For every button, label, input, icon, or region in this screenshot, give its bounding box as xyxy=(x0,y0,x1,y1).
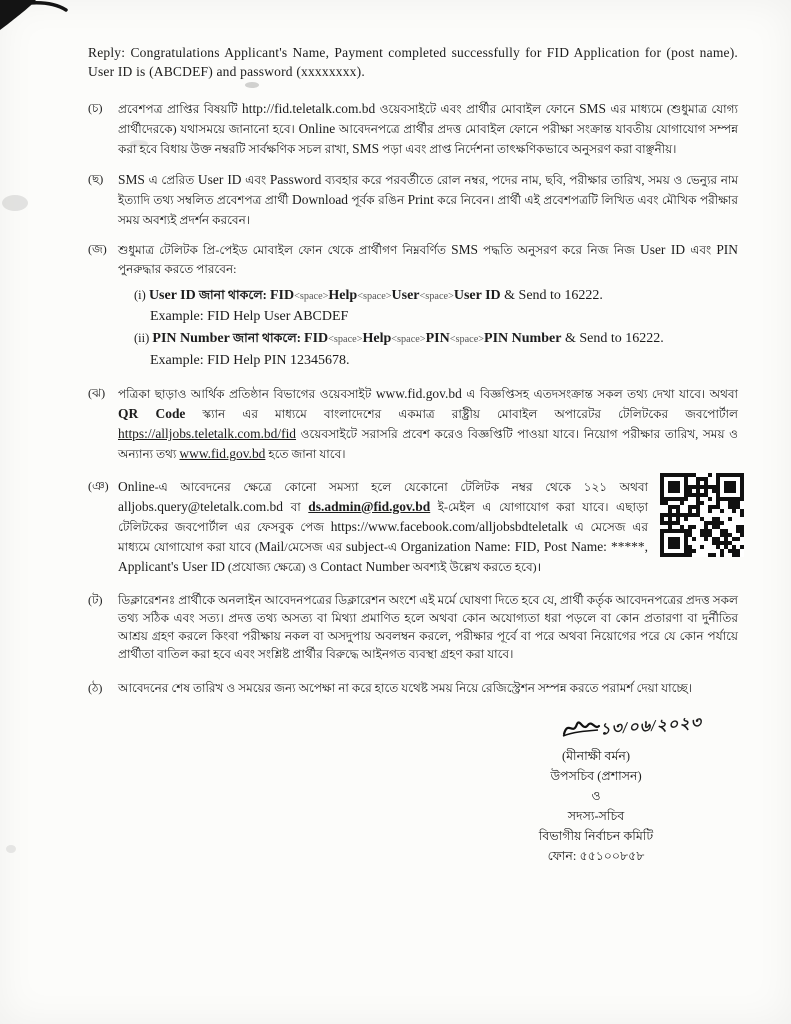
signatory-name: (মীনাক্ষী বর্মন) xyxy=(561,749,631,764)
item-text: পত্রিকা ছাড়াও আর্থিক প্রতিষ্ঠান বিভাগের ওয়েবসাইট www.fid.gov.bd এ বিজ্ঞপ্তিসহ এতদসংক্রান্ত সকল তথ্য দেখা যাবে। অথবা QR Code স্ক্যান এর মাধ্যমে বাংলাদেশের একমাত্র রাষ্ট্রীয় মোবাইল অপারেটর টেলিটকের জবপোর্টাল https://alljobs.teletalk.com.bd/fid ওয়েবসাইটে সরাসরি প্রবেশ করেও বিজ্ঞপ্তিটি পাওয়া যাবে। নিয়োগ পরীক্ষার তারিখ, সময় ও অন্যান্য তথ্য www.fid.gov.bd হতে জানা যাবে। xyxy=(118,385,738,462)
sms-example-pin: Example: FID Help PIN 12345678. xyxy=(150,352,350,368)
item-nya-helpline-contact xyxy=(88,477,738,578)
signatory-title-3: বিভাগীয় নির্বাচন কমিটি xyxy=(538,829,654,844)
scan-smudge xyxy=(6,845,16,853)
sms-format-pin: (ii) PIN Number জানা থাকলে: FID<space>Help<space>PIN<space>PIN Number & Send to 16222. xyxy=(134,331,664,347)
item-label: (ট) xyxy=(88,593,103,608)
signature-scribble-icon xyxy=(561,716,601,740)
sms-instructions-block xyxy=(134,286,738,371)
item-tha-register-early xyxy=(88,679,738,700)
sms-format-userid: (i) User ID জানা থাকলে: FID<space>Help<space>User<space>User ID & Send to 16222. xyxy=(134,287,603,303)
signatory-phone: ফোন: ৫৫১০০৮৫৮ xyxy=(547,849,645,864)
item-label: (চ) xyxy=(88,100,103,115)
item-cha-admit-card-notice xyxy=(88,99,738,159)
signature-block xyxy=(476,714,716,866)
item-ja-sms-recovery xyxy=(88,240,738,278)
document-content xyxy=(88,44,738,866)
item-chha-userid-password xyxy=(88,170,738,228)
reply-sms-paragraph: Reply: Congratulations Applicant's Name, Payment completed successfully for FID Application for (post name). User ID is (ABCDEF) and password (xxxxxxxx). xyxy=(88,45,738,79)
signatory-title-2: সদস্য-সচিব xyxy=(567,809,625,824)
item-text: আবেদনের শেষ তারিখ ও সময়ের জন্য অপেক্ষা না করে হাতে যথেষ্ট সময় নিয়ে রেজিস্ট্রেশন সম্পন্ন করতে পরামর্শ দেয়া যাচ্ছে। xyxy=(118,681,693,696)
item-text: শুধুমাত্র টেলিটক প্রি-পেইড মোবাইল ফোন থেকে প্রার্থীগণ নিম্নবর্ণিত SMS পদ্ধতি অনুসরণ করে নিজ নিজ User ID এবং PIN পুনরুদ্ধার করতে পারবেন: xyxy=(118,241,738,276)
handwritten-signature xyxy=(476,714,716,740)
item-text xyxy=(118,477,738,578)
item-label: (জ) xyxy=(88,241,107,256)
item-text: প্রবেশপত্র প্রাপ্তির বিষয়টি http://fid.teletalk.com.bd ওয়েবসাইটে এবং প্রার্থীর মোবাইল ফোনে SMS এর মাধ্যমে (শুধুমাত্র যোগ্য প্রার্থীদেরকে) যথাসময়ে জানানো হবে। Online আবেদনপত্রে প্রার্থীর প্রদত্ত মোবাইল ফোনে পরীক্ষা সংক্রান্ত যাবতীয় যোগাযোগ সম্পন্ন করা হবে বিধায় উক্ত নম্বরটি সার্বক্ষণিক সচল রাখা, SMS পড়া এবং প্রাপ্ত নির্দেশনা তাৎক্ষণিকভাবে অনুসরণ করা বাঞ্ছনীয়। xyxy=(118,100,738,157)
scan-corner-artifact xyxy=(0,0,72,58)
item-jha-website-info xyxy=(88,384,738,465)
item-text: SMS এ প্রেরিত User ID এবং Password ব্যবহার করে পরবর্তীতে রোল নম্বর, পদের নাম, ছবি, পরীক্ষার তারিখ, সময় ও ভেন্যুর নাম ইত্যাদি তথ্য সম্বলিত প্রবেশপত্র প্রার্থী Download পূর্বক রঙিন Print করে নিবেন। প্রার্থী এই প্রবেশপত্রটি লিখিত এবং মৌখিক পরীক্ষার সময় অবশ্যই প্রদর্শন করবেন। xyxy=(118,172,739,227)
item-label: (ঝ) xyxy=(88,385,106,400)
signature-date: ১৩/০৬/২০২৩ xyxy=(599,714,703,739)
sms-example-userid: Example: FID Help User ABCDEF xyxy=(150,309,349,325)
signatory-title-1: উপসচিব (প্রশাসন) xyxy=(550,769,642,784)
item-ta-declaration xyxy=(88,591,738,663)
item-label: (ঞ) xyxy=(88,478,109,493)
item-text: ডিক্লারেশনঃ প্রার্থীকে অনলাইন আবেদনপত্রের ডিক্লারেশন অংশে এই মর্মে ঘোষণা দিতে হবে যে, প্রার্থী কর্তৃক আবেদনপত্রের প্রদত্ত সকল তথ্য সঠিক এবং সত্য। প্রদত্ত তথ্য অসত্য বা মিথ্যা প্রমাণিত হলে অথবা কোন অযোগ্যতা ধরা পড়লে বা কোন প্রতারণা বা দুর্নীতির আশ্রয় গ্রহণ করলে কিংবা পরীক্ষায় নকল বা অসদুপায় অবলম্বন করলে, পরীক্ষার পূর্বে বা পরে অথবা নিয়োগের পরে যে কোন পর্যায়ে প্রার্থীতা বাতিল করা হবে এবং সংশ্লিষ্ট প্রার্থীর বিরুদ্ধে আইনগত ব্যবস্থা গ্রহণ করা যাবে। xyxy=(118,593,738,662)
item-text-inline: Online-এ আবেদনের ক্ষেত্রে কোনো সমস্যা হলে যেকোনো টেলিটক নম্বর থেকে ১২১ অথবা alljobs.query@teletalk.com.bd বা ds.admin@fid.gov.bd ই-মেইল এ যোগাযোগ করা যাবে। এছাড়া টেলিটকের জবপোর্টাল এর ফেসবুক পেজ https://www.facebook.com/alljobsbdteletalk এ মেসেজ এর মাধ্যমে যোগাযোগ করা যাবে (Mail/মেসেজ এর subject-এ Organization Name: FID, Post Name: *****, Applicant's User ID (প্রযোজ্য ক্ষেত্রে) ও Contact Number অবশ্যই উল্লেখ করতে হবে)। xyxy=(118,478,648,575)
item-label: (ঠ) xyxy=(88,681,103,696)
scan-smudge xyxy=(2,195,28,211)
qr-code xyxy=(660,473,744,557)
item-label: (ছ) xyxy=(88,172,104,187)
signatory-conjunction: ও xyxy=(591,789,601,804)
